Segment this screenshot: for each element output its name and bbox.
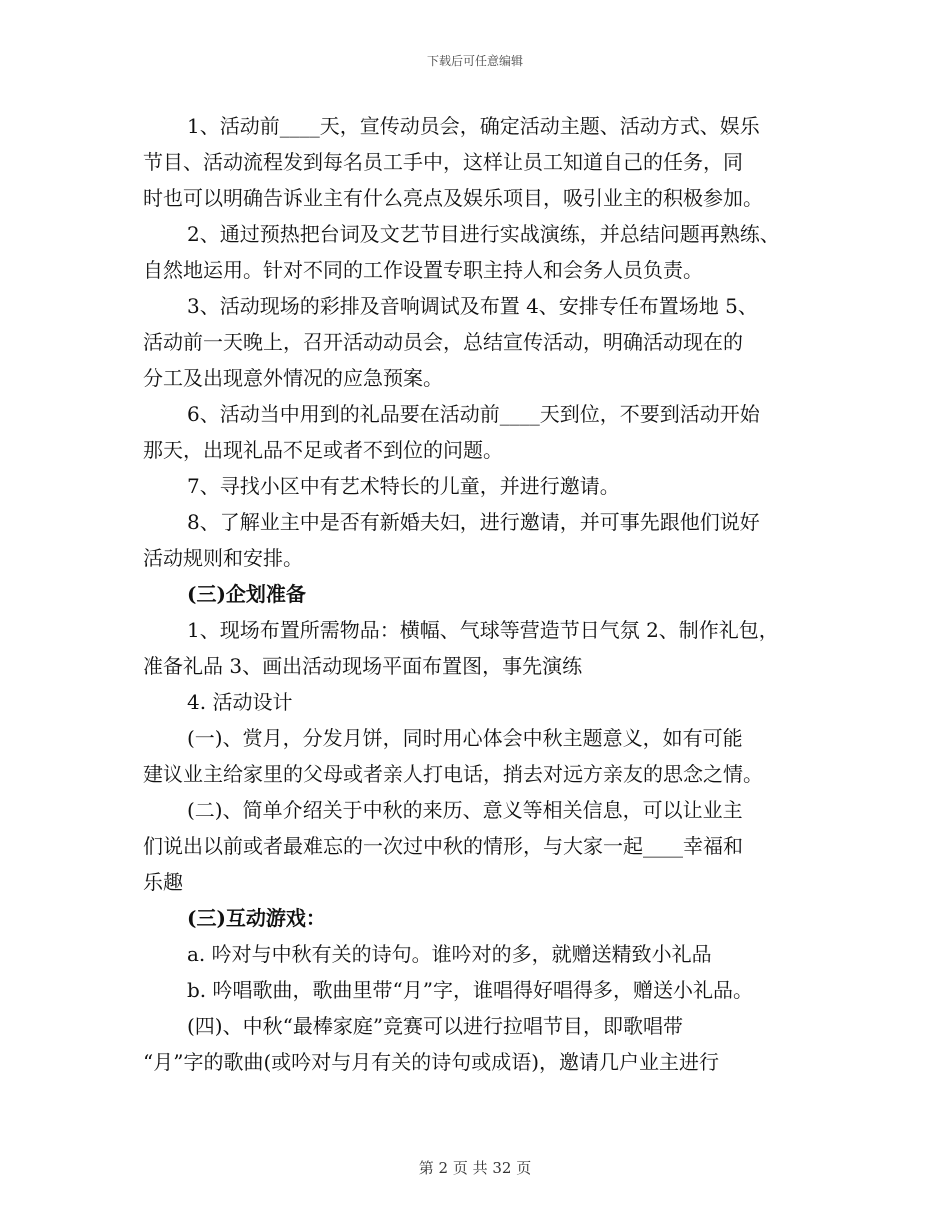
- text-line: 2、通过预热把台词及文艺节目进行实战演练，并总结问题再熟练、: [187, 222, 780, 246]
- text-line: 们说出以前或者最难忘的一次过中秋的情形，与大家一起____幸福和: [143, 834, 743, 858]
- text-line: 6、活动当中用到的礼品要在活动前____天到位，不要到活动开始: [187, 402, 760, 426]
- text-line: a. 吟对与中秋有关的诗句。谁吟对的多，就赠送精致小礼品: [187, 942, 712, 966]
- page-header: 下载后可任意编辑: [426, 54, 523, 68]
- text-line: (一)、赏月，分发月饼，同时用心体会中秋主题意义，如有可能: [187, 726, 743, 750]
- text-line: 3、活动现场的彩排及音响调试及布置 4、安排专任布置场地 5、: [187, 294, 758, 318]
- document-body: [143, 108, 813, 1080]
- text-line: b. 吟唱歌曲，歌曲里带“月”字，谁唱得好唱得多，赠送小礼品。: [187, 978, 753, 1002]
- section-heading: (三)企划准备: [187, 582, 306, 606]
- text-line: 自然地运用。针对不同的工作设置专职主持人和会务人员负责。: [143, 258, 703, 282]
- section-heading: (三)互动游戏：: [187, 906, 326, 930]
- text-line: “月”字的歌曲(或吟对与月有关的诗句或成语)，邀请几户业主进行: [143, 1050, 720, 1074]
- text-line: 那天，出现礼品不足或者不到位的问题。: [143, 438, 503, 462]
- text-line: 7、寻找小区中有艺术特长的儿童，并进行邀请。: [187, 474, 620, 498]
- text-line: 1、现场布置所需物品：横幅、气球等营造节日气氛 2、制作礼包，: [187, 618, 779, 642]
- page-footer: 第 2 页 共 32 页: [418, 1159, 532, 1177]
- text-line: 1、活动前____天，宣传动员会，确定活动主题、活动方式、娱乐: [187, 114, 760, 138]
- text-line: 活动规则和安排。: [143, 546, 303, 570]
- text-line: 活动前一天晚上，召开活动动员会，总结宣传活动，明确活动现在的: [143, 330, 743, 354]
- text-line: 准备礼品 3、画出活动现场平面布置图，事先演练: [143, 654, 583, 678]
- text-line: (四)、中秋“最棒家庭”竞赛可以进行拉唱节目，即歌唱带: [187, 1014, 684, 1038]
- text-line: 时也可以明确告诉业主有什么亮点及娱乐项目，吸引业主的积极参加。: [143, 186, 763, 210]
- text-line: 4. 活动设计: [187, 690, 293, 714]
- text-line: 8、了解业主中是否有新婚夫妇，进行邀请，并可事先跟他们说好: [187, 510, 760, 534]
- text-line: 节目、活动流程发到每名员工手中，这样让员工知道自己的任务，同: [143, 150, 743, 174]
- text-line: 分工及出现意外情况的应急预案。: [143, 366, 443, 390]
- text-line: 乐趣: [143, 870, 183, 894]
- text-line: (二)、简单介绍关于中秋的来历、意义等相关信息，可以让业主: [187, 798, 743, 822]
- text-line: 建议业主给家里的父母或者亲人打电话，捎去对远方亲友的思念之情。: [143, 762, 763, 786]
